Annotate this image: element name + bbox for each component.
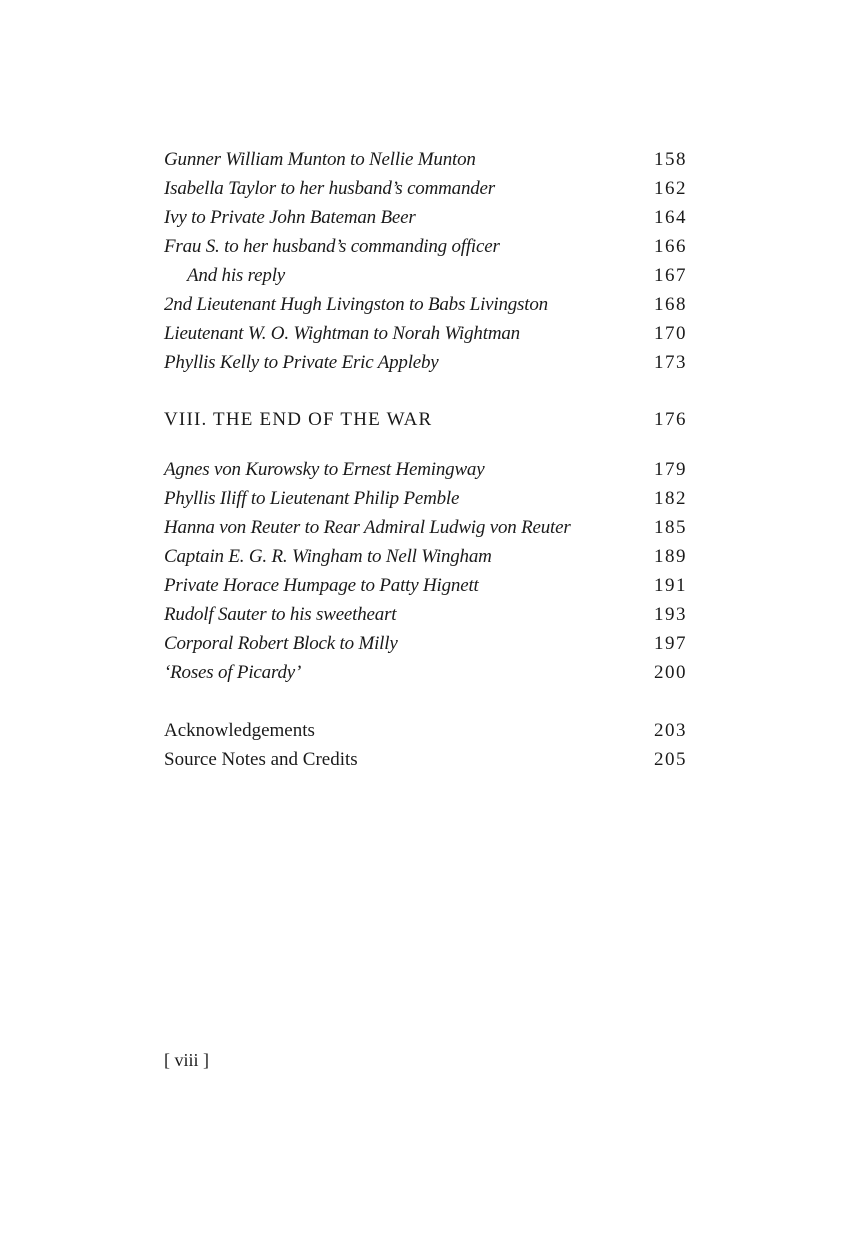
toc-entry-title: Captain E. G. R. Wingham to Nell Wingham xyxy=(164,546,492,567)
toc-entry xyxy=(164,232,687,261)
toc-entry-indented xyxy=(164,261,687,290)
toc-entry-title: Private Horace Humpage to Patty Hignett xyxy=(164,575,479,596)
toc-entry xyxy=(164,571,687,600)
toc-entry-page: 164 xyxy=(654,207,687,228)
toc-entry-page: 158 xyxy=(654,149,687,170)
toc-entry xyxy=(164,348,687,377)
toc-entry-title: Acknowledgements xyxy=(164,720,315,741)
toc-entry-title: Isabella Taylor to her husband’s commander xyxy=(164,178,495,199)
toc-entry-page: 167 xyxy=(654,265,687,286)
toc-entry-page: 193 xyxy=(654,604,687,625)
toc-entry xyxy=(164,658,687,687)
toc-entry-page: 185 xyxy=(654,517,687,538)
toc-entry-title: Agnes von Kurowsky to Ernest Hemingway xyxy=(164,459,485,480)
toc-entry-page: 205 xyxy=(654,749,687,770)
toc-entry-title: Corporal Robert Block to Milly xyxy=(164,633,398,654)
toc-entry xyxy=(164,319,687,348)
toc-entry-title: Frau S. to her husband’s commanding officer xyxy=(164,236,500,257)
toc-entry-page: 179 xyxy=(654,459,687,480)
toc-entry xyxy=(164,600,687,629)
contents-list xyxy=(164,145,687,377)
toc-entry-page: 191 xyxy=(654,575,687,596)
toc-entry-page: 197 xyxy=(654,633,687,654)
toc-entry-title: Ivy to Private John Bateman Beer xyxy=(164,207,416,228)
toc-entry xyxy=(164,745,687,774)
toc-entry xyxy=(164,629,687,658)
toc-entry-title: 2nd Lieutenant Hugh Livingston to Babs Livingston xyxy=(164,294,548,315)
toc-entry xyxy=(164,716,687,745)
toc-entry-page: 170 xyxy=(654,323,687,344)
toc-entry xyxy=(164,174,687,203)
toc-entry-page: 189 xyxy=(654,546,687,567)
page-folio: [ viii ] xyxy=(164,1050,209,1070)
section-title: VIII. THE END OF THE WAR xyxy=(164,409,433,430)
toc-entry xyxy=(164,203,687,232)
toc-entry xyxy=(164,145,687,174)
toc-entry-title: And his reply xyxy=(187,265,286,286)
toc-entry-title: Rudolf Sauter to his sweetheart xyxy=(164,604,397,625)
toc-entry xyxy=(164,542,687,571)
toc-entry-title: Lieutenant W. O. Wightman to Norah Wightman xyxy=(164,323,520,344)
toc-entry-title: Gunner William Munton to Nellie Munton xyxy=(164,149,476,170)
toc-entry-page: 182 xyxy=(654,488,687,509)
toc-entry xyxy=(164,455,687,484)
toc-entry-page: 173 xyxy=(654,352,687,373)
toc-entry xyxy=(164,513,687,542)
contents-list xyxy=(164,455,687,687)
toc-entry-page: 200 xyxy=(654,662,687,683)
toc-entry-title: Source Notes and Credits xyxy=(164,749,358,770)
toc-entry-page: 203 xyxy=(654,720,687,741)
toc-entry-title: Phyllis Iliff to Lieutenant Philip Pemble xyxy=(164,488,460,509)
toc-entry-page: 166 xyxy=(654,236,687,257)
toc-entry xyxy=(164,290,687,319)
section-page: 176 xyxy=(654,409,687,430)
back-matter-list xyxy=(164,716,687,774)
toc-entry-title: Hanna von Reuter to Rear Admiral Ludwig von Reuter xyxy=(164,517,571,538)
toc-entry-title: ‘Roses of Picardy’ xyxy=(164,662,302,683)
toc-entry xyxy=(164,484,687,513)
toc-entry-page: 162 xyxy=(654,178,687,199)
section-heading xyxy=(164,405,687,435)
toc-entry-page: 168 xyxy=(654,294,687,315)
toc-entry-title: Phyllis Kelly to Private Eric Appleby xyxy=(164,352,439,373)
